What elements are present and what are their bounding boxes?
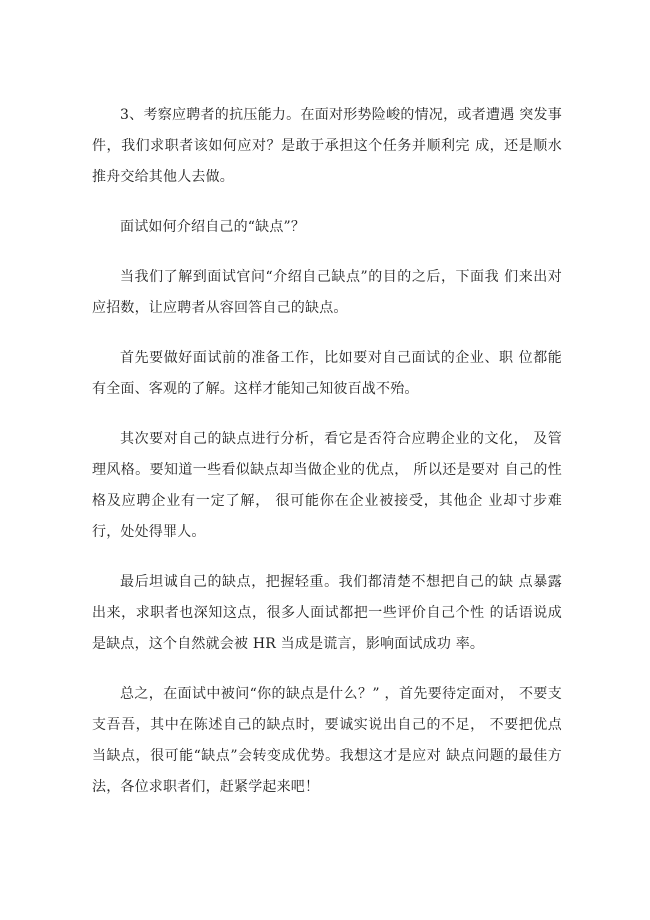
paragraph-preparation: 首先要做好面试前的准备工作，比如要对自己面试的企业、职 位都能有全面、客观的了解。这样才能知己知彼百战不殆。 bbox=[92, 350, 562, 397]
paragraph-analysis: 其次要对自己的缺点进行分析，看它是否符合应聘企业的文化， 及管理风格。要知道一些看似缺点却当做企业的优点， 所以还是要对 自己的性格及应聘企业有一定了解， 很可能你在企业被接受，其他企 业却寸步难行，处处得罪人。 bbox=[92, 431, 562, 540]
paragraph-conclusion: 总之，在面试中被问“你的缺点是什么？” ，首先要待定面对， 不要支支吾吾，其中在陈述自己的缺点时，要诚实说出自己的不足， 不要把优点当缺点，很可能“缺点”会转变成优势。我想这才是应对 缺点问题的最佳方法，各位求职者们，赶紧学起来吧！ bbox=[92, 686, 562, 795]
paragraph-pressure-ability: 3、考察应聘者的抗压能力。在面对形势险峻的情况，或者遭遇 突发事件，我们求职者该如何应对？是敢于承担这个任务并顺利完 成，还是顺水推舟交给其他人去做。 bbox=[92, 107, 562, 185]
document-body bbox=[92, 100, 562, 822]
section-heading: 面试如何介绍自己的“缺点”？ bbox=[120, 219, 306, 235]
paragraph-honesty: 最后坦诚自己的缺点，把握轻重。我们都清楚不想把自己的缺 点暴露出来，求职者也深知这点，很多人面试都把一些评价自己个性 的话语说成是缺点，这个自然就会被 HR 当成是谎言，影响面试成功 率。 bbox=[92, 574, 562, 652]
paragraph-intro: 当我们了解到面试官问“介绍自己缺点”的目的之后，下面我 们来出对应招数，让应聘者从容回答自己的缺点。 bbox=[92, 269, 562, 316]
